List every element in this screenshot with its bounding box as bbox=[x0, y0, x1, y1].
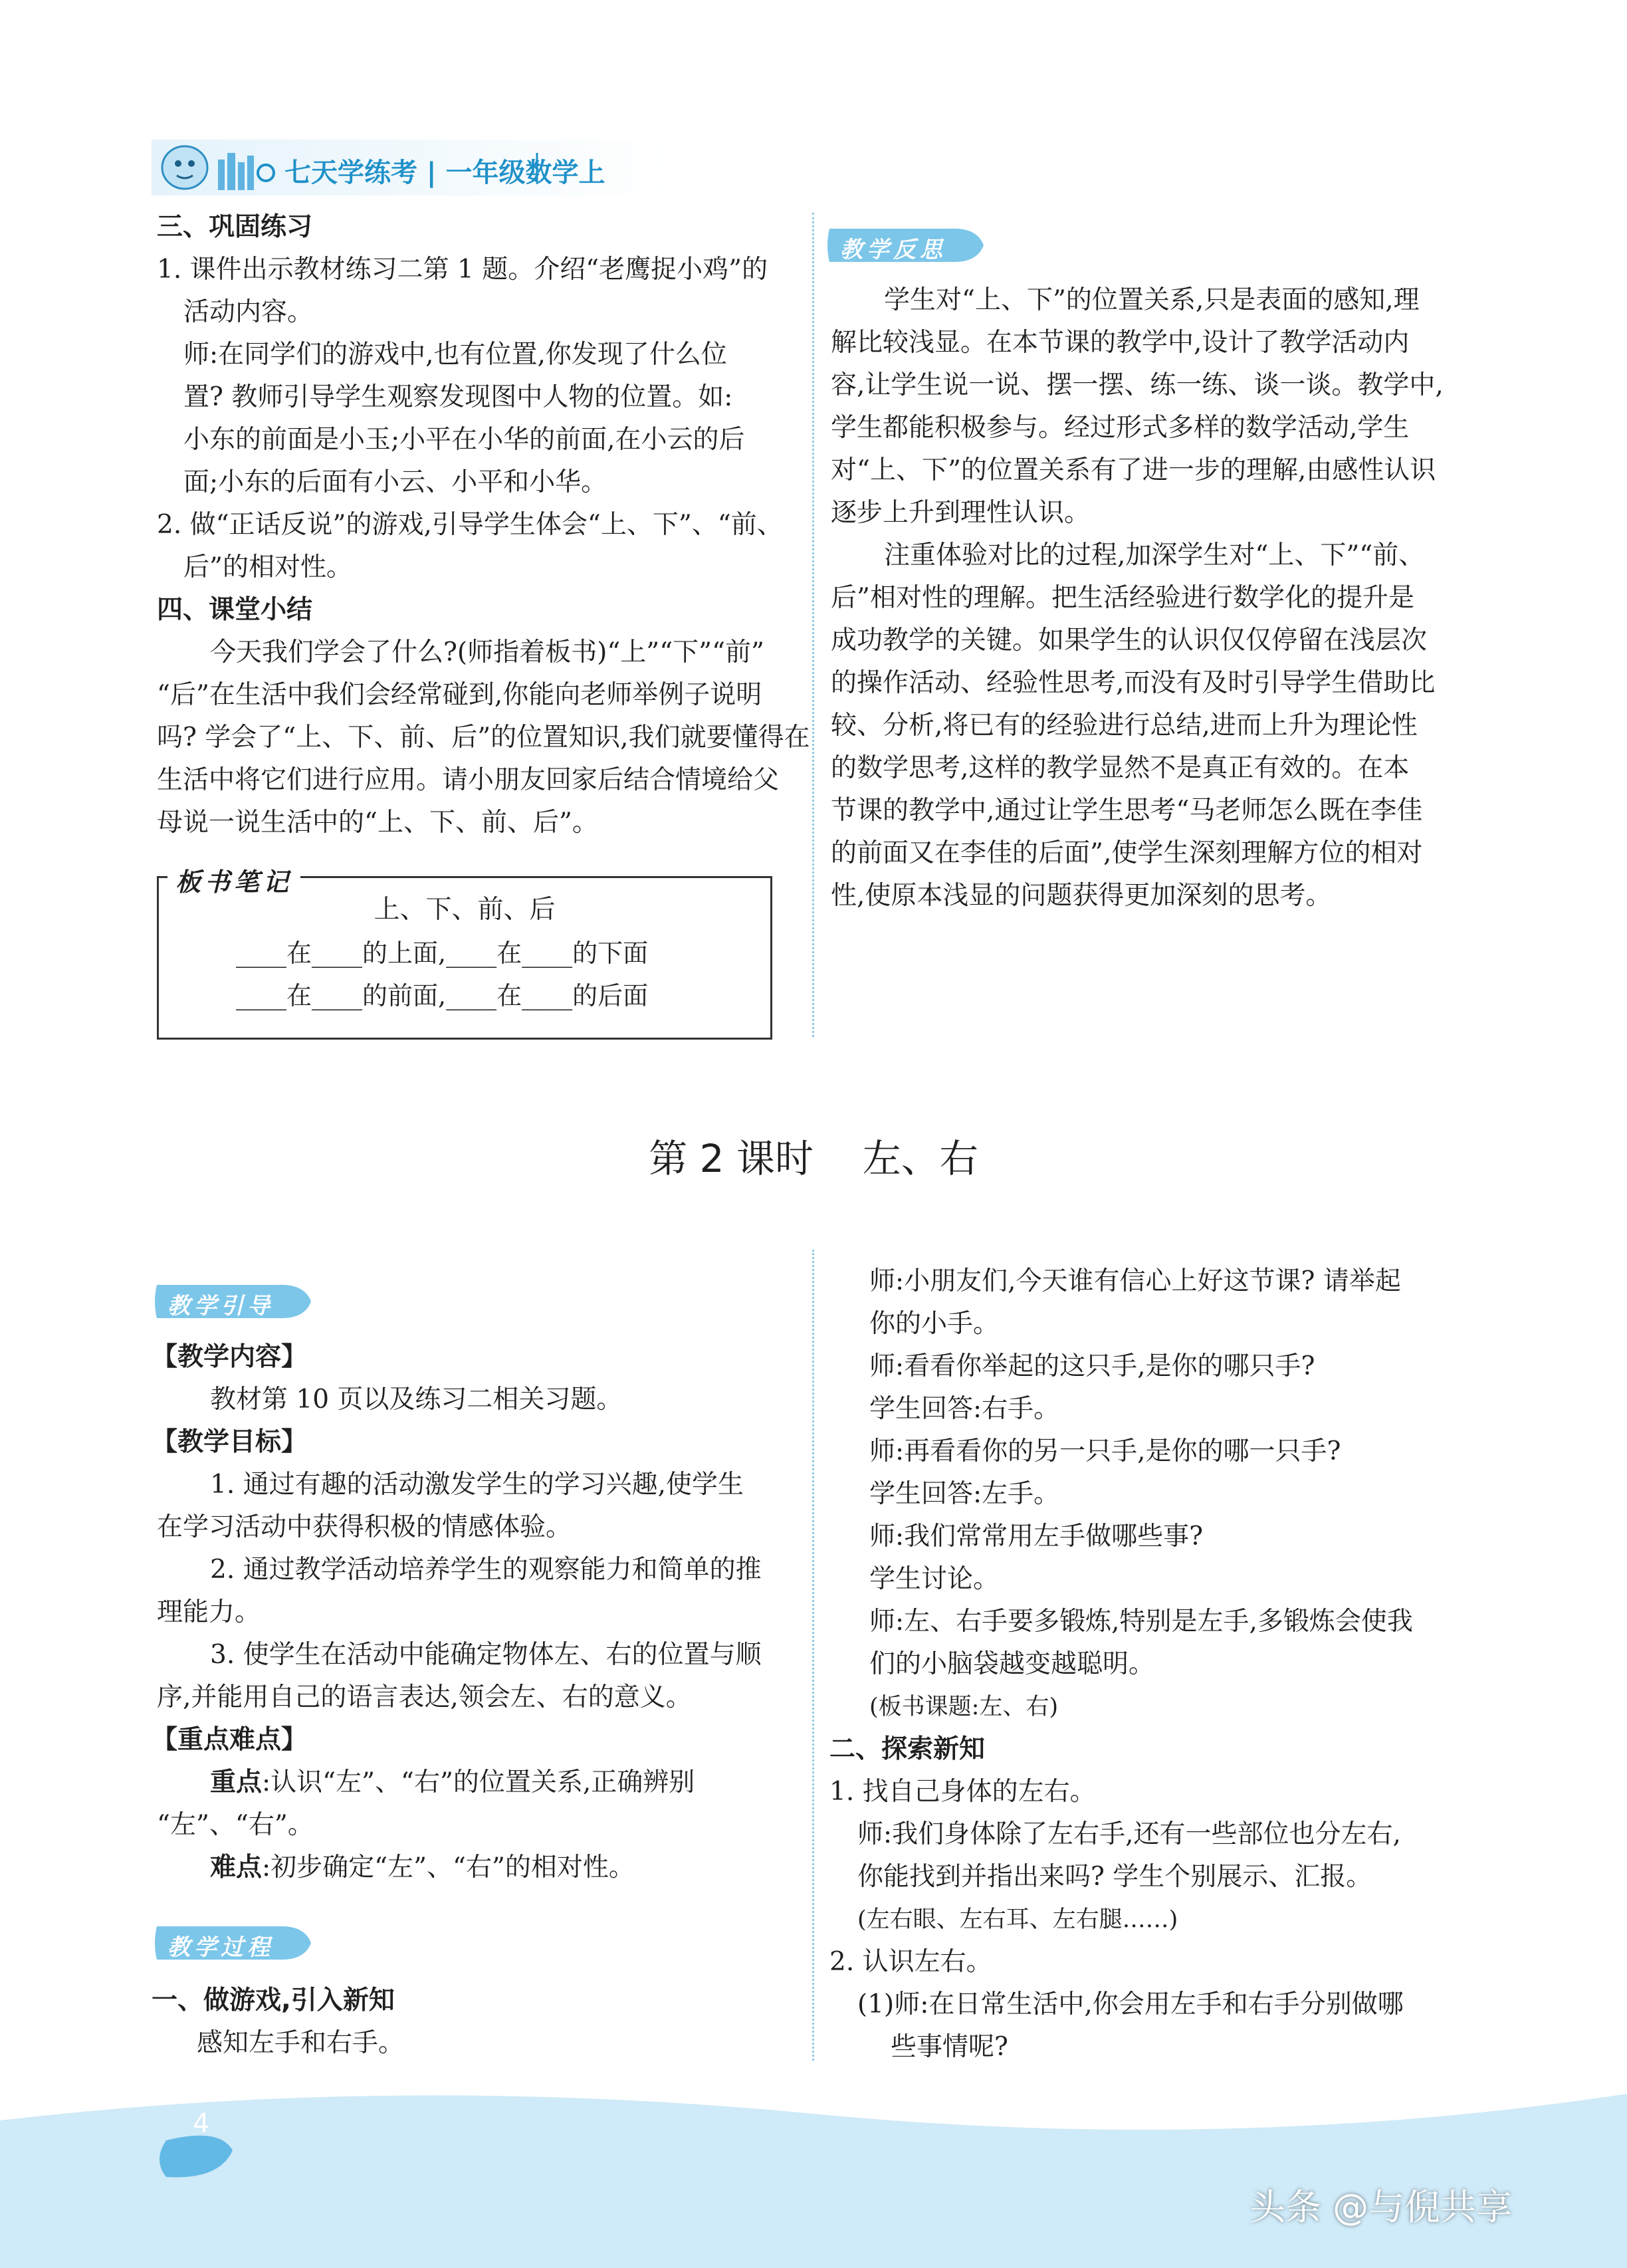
board-topic-note: (板书课题:左、右) bbox=[869, 1694, 1059, 1720]
paragraph-line: 成功教学的关键。如果学生的认识仅仅停留在浅层次 bbox=[831, 625, 1428, 655]
paragraph-line: 生活中将它们进行应用。请小朋友回家后结合情境给父 bbox=[157, 765, 780, 795]
column-divider-top bbox=[812, 213, 814, 1037]
paragraph-line: 容,让学生说一说、摆一摆、练一练、谈一谈。教学中, bbox=[831, 370, 1444, 400]
footer-wave bbox=[0, 2047, 1627, 2268]
explore-item-1: 1. 找自己身体的左右。 bbox=[829, 1777, 1096, 1807]
dialog-line: 们的小脑袋越变越聪明。 bbox=[869, 1649, 1155, 1679]
board-row-2: ____在____的前面,____在____的后面 bbox=[236, 981, 649, 1010]
practice-item-2-cont: 后”的相对性。 bbox=[183, 552, 352, 582]
dialog-line: 你能找到并指出来吗? 学生个别展示、汇报。 bbox=[857, 1862, 1372, 1892]
paragraph-line: 学生都能积极参与。经过形式多样的数学活动,学生 bbox=[831, 413, 1410, 443]
difficult-label: 难点 bbox=[210, 1853, 263, 1882]
goal-1: 1. 通过有趣的活动激发学生的学习兴趣,使学生 bbox=[210, 1470, 744, 1500]
dialog-line: 师:再看看你的另一只手,是你的哪一只手? bbox=[869, 1436, 1341, 1466]
column-divider-bottom bbox=[812, 1250, 814, 2061]
difficult-point bbox=[210, 1847, 635, 1889]
dialog-line: 师:我们身体除了左右手,还有一些部位也分左右, bbox=[857, 1819, 1401, 1849]
section4-heading: 四、课堂小结 bbox=[157, 595, 313, 625]
dialog-line: 师:小朋友们,今天谁有信心上好这节课? 请举起 bbox=[869, 1266, 1401, 1296]
paragraph-line: 注重体验对比的过程,加深学生对“上、下”“前、 bbox=[884, 540, 1425, 570]
paragraph-line: 小东的前面是小玉;小平在小华的前面,在小云的后 bbox=[183, 425, 745, 455]
dialog-line: 些事情呢? bbox=[891, 2032, 1008, 2062]
dialog-line: 学生回答:右手。 bbox=[869, 1394, 1060, 1424]
paragraph-line: 后”相对性的理解。把生活经验进行数学化的提升是 bbox=[831, 583, 1414, 613]
paragraph-line: 师:在同学们的游戏中,也有位置,你发现了什么位 bbox=[183, 340, 727, 370]
dialog-line: 学生回答:左手。 bbox=[869, 1479, 1060, 1509]
dialog-line: (左右眼、左右耳、左右腿……) bbox=[857, 1906, 1178, 1933]
dialog-line: 师:左、右手要多锻炼,特别是左手,多锻炼会使我 bbox=[869, 1607, 1413, 1637]
reflection-badge-label: 教学反思 bbox=[840, 237, 946, 263]
goal-2-cont: 理能力。 bbox=[157, 1597, 261, 1627]
reflection-badge bbox=[824, 223, 990, 267]
paragraph-line: 吗? 学会了“上、下、前、后”的位置知识,我们就要懂得在 bbox=[157, 723, 810, 752]
dialog-line: 师:我们常常用左手做哪些事? bbox=[869, 1522, 1204, 1551]
goal-3: 3. 使学生在活动中能确定物体左、右的位置与顺 bbox=[210, 1640, 762, 1670]
paragraph-line: “后”在生活中我们会经常碰到,你能向老师举例子说明 bbox=[157, 680, 762, 710]
paragraph-line: 逐步上升到理性认识。 bbox=[831, 498, 1091, 528]
paragraph-line: 今天我们学会了什么?(师指着板书)“上”“下”“前” bbox=[210, 637, 764, 667]
key-point bbox=[210, 1761, 695, 1804]
content-heading: 【教学内容】 bbox=[152, 1342, 308, 1372]
goals-heading: 【教学目标】 bbox=[152, 1427, 308, 1457]
paragraph-line: 性,使原本浅显的问题获得更加深刻的思考。 bbox=[831, 881, 1332, 911]
paragraph-line: 的数学思考,这样的教学显然不是真正有效的。在本 bbox=[831, 753, 1410, 783]
paragraph-line: 面;小东的后面有小云、小平和小华。 bbox=[183, 467, 607, 497]
goal-3-cont: 序,并能用自己的语言表达,领会左、右的意义。 bbox=[157, 1682, 692, 1712]
dialog-line: 你的小手。 bbox=[869, 1309, 1000, 1339]
key-heading: 【重点难点】 bbox=[152, 1725, 308, 1755]
dialog-line: (1)师:在日常生活中,你会用左手和右手分别做哪 bbox=[857, 1989, 1404, 2019]
paragraph-line: 对“上、下”的位置关系有了进一步的理解,由感性认识 bbox=[831, 455, 1436, 485]
dialog-line: 师:看看你举起的这只手,是你的哪只手? bbox=[869, 1351, 1315, 1381]
goal-2: 2. 通过教学活动培养学生的观察能力和简单的推 bbox=[210, 1555, 762, 1585]
step1-heading: 一、做游戏,引入新知 bbox=[152, 1985, 395, 2015]
key-point-cont: “左”、“右”。 bbox=[157, 1810, 314, 1840]
paragraph-line: 置? 教师引导学生观察发现图中人物的位置。如: bbox=[183, 382, 733, 412]
practice-item-1-cont: 活动内容。 bbox=[183, 297, 314, 327]
dialog-line: 学生讨论。 bbox=[869, 1564, 1000, 1594]
lesson-title: 第 2 课时 左、右 bbox=[649, 1136, 978, 1181]
key-text: :认识“左”、“右”的位置关系,正确辨别 bbox=[262, 1767, 695, 1797]
step1-text: 感知左手和右手。 bbox=[197, 2028, 405, 2058]
process-badge-label: 教学过程 bbox=[167, 1934, 274, 1961]
board-notes-box bbox=[157, 876, 772, 1040]
paragraph-line: 较、分析,将已有的经验进行总结,进而上升为理论性 bbox=[831, 711, 1418, 740]
mascot-icon bbox=[162, 146, 207, 189]
goal-1-cont: 在学习活动中获得积极的情感体验。 bbox=[157, 1512, 572, 1542]
content-text: 教材第 10 页以及练习二相关习题。 bbox=[210, 1385, 623, 1415]
section2-heading: 二、探索新知 bbox=[829, 1734, 986, 1764]
process-badge bbox=[152, 1921, 318, 1965]
paragraph-line: 的前面又在李佳的后面”,使学生深刻理解方位的相对 bbox=[831, 838, 1423, 868]
header-title: 七天学练考 | 一年级数学上 bbox=[284, 158, 605, 188]
guide-badge bbox=[152, 1280, 318, 1323]
practice-item-2: 2. 做“正话反说”的游戏,引导学生体会“上、下”、“前、 bbox=[157, 510, 783, 540]
paragraph-line: 的操作活动、经验性思考,而没有及时引导学生借助比 bbox=[831, 668, 1436, 698]
watermark: 头条 @与倪共享 bbox=[1249, 2186, 1513, 2228]
paragraph-line: 学生对“上、下”的位置关系,只是表面的感知,理 bbox=[884, 285, 1420, 315]
key-label: 重点 bbox=[210, 1767, 263, 1797]
board-row-1: ____在____的上面,____在____的下面 bbox=[236, 939, 649, 968]
board-notes-label: 板书笔记 bbox=[167, 861, 300, 898]
explore-item-2: 2. 认识左右。 bbox=[829, 1947, 992, 1977]
page-number: 4 bbox=[193, 2108, 210, 2139]
section3-heading: 三、巩固练习 bbox=[157, 212, 313, 242]
difficult-text: :初步确定“左”、“右”的相对性。 bbox=[262, 1853, 635, 1882]
paragraph-line: 解比较浅显。在本节课的教学中,设计了教学活动内 bbox=[831, 328, 1410, 358]
board-title: 上、下、前、后 bbox=[374, 895, 556, 925]
paragraph-line: 节课的教学中,通过让学生思考“马老师怎么既在李佳 bbox=[831, 796, 1423, 826]
practice-item-1: 1. 课件出示教材练习二第 1 题。介绍“老鹰捉小鸡”的 bbox=[157, 255, 768, 284]
guide-badge-label: 教学引导 bbox=[167, 1293, 274, 1319]
paragraph-line: 母说一说生活中的“上、下、前、后”。 bbox=[157, 808, 598, 838]
